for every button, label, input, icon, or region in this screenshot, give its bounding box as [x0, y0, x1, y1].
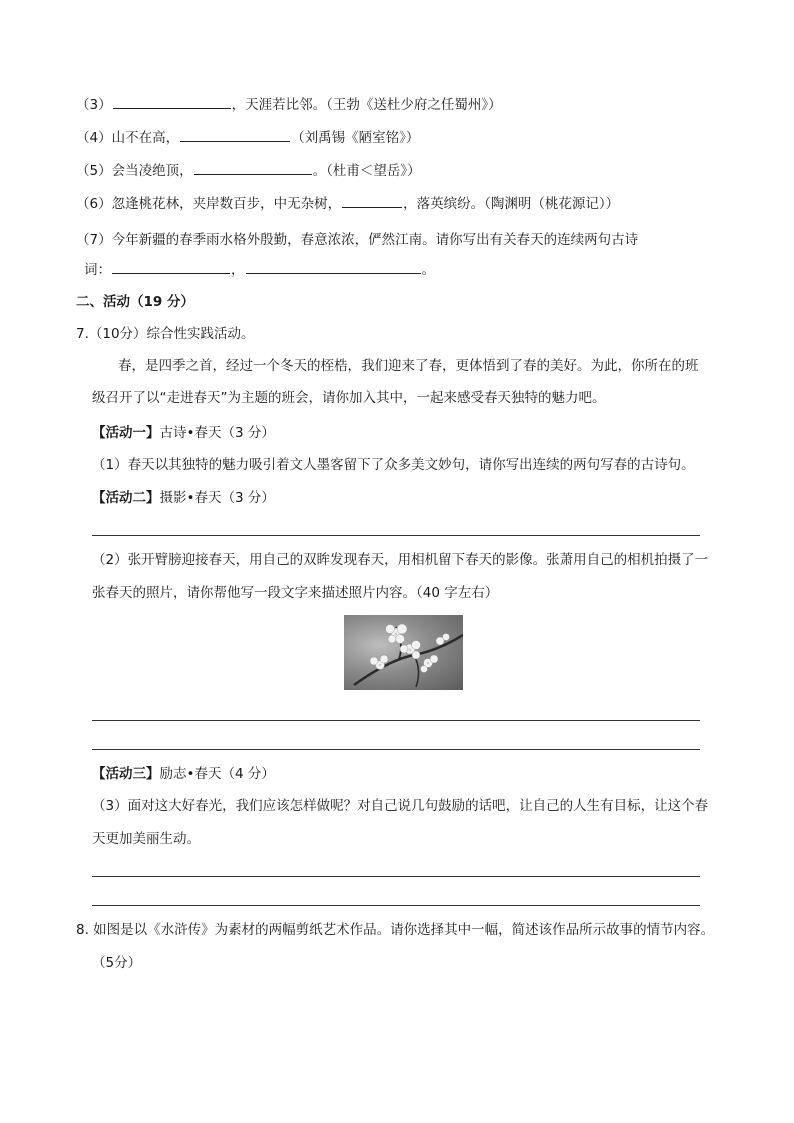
item-text: （4）山不在高，	[76, 130, 180, 146]
activity-title: 励志•春天（4 分）	[159, 766, 275, 782]
item-source: 。（杜甫＜望岳》）	[312, 163, 421, 179]
activity-1-heading	[92, 424, 275, 442]
item-source: ，落英缤纷。（陶渊明（桃花源记））	[403, 196, 620, 212]
activity-title: 摄影•春天（3 分）	[159, 490, 275, 506]
q7-title: 7.（10分）综合性实践活动。	[76, 326, 255, 342]
q8-line2: （5分）	[92, 955, 142, 971]
q8-line1: 8. 如图是以《水浒传》为素材的两幅剪纸艺术作品。请你选择其中一幅，简述该作品所示故事的情节内容。	[76, 922, 715, 938]
answer-blank[interactable]	[113, 96, 231, 109]
q6-item-4	[76, 129, 419, 147]
item-text: 词：	[84, 262, 111, 278]
q6-item-5	[76, 162, 421, 180]
task-3-line1: （3）面对这大好春光，我们应该怎样做呢？对自己说几句鼓励的话吧，让自己的人生有目标，让这个春	[92, 798, 709, 814]
answer-blank[interactable]	[180, 129, 290, 142]
answer-line[interactable]	[92, 749, 700, 750]
blossom-illustration	[344, 615, 463, 690]
item-text: （5）会当凌绝顶，	[76, 163, 193, 179]
activity-label: 【活动二】	[92, 490, 160, 506]
activity-title: 古诗•春天（3 分）	[159, 425, 275, 441]
activity-3-heading	[92, 765, 275, 783]
activity-label: 【活动一】	[92, 425, 160, 441]
activity-label: 【活动三】	[92, 766, 160, 782]
answer-line[interactable]	[92, 876, 700, 877]
q6-item-7-line2	[84, 261, 435, 279]
period: 。	[421, 262, 435, 278]
answer-line[interactable]	[92, 720, 700, 721]
item-text: （6）忽逢桃花林，夹岸数百步，中无杂树，	[76, 196, 342, 212]
activity-2-heading	[92, 489, 275, 507]
item-source: （刘禹锡《陋室铭》）	[291, 130, 420, 146]
answer-blank[interactable]	[342, 195, 402, 208]
q6-item-6	[76, 195, 619, 213]
comma: ，	[231, 262, 245, 278]
answer-blank[interactable]	[112, 261, 230, 274]
q7-intro-line1: 春，是四季之首，经过一个冬天的桎梏，我们迎来了春，更体悟到了春的美好。为此，你所在的班	[118, 358, 699, 374]
answer-blank[interactable]	[246, 261, 421, 274]
task-1: （1）春天以其独特的魅力吸引着文人墨客留下了众多美文妙句，请你写出连续的两句写春的古诗句。	[92, 457, 695, 473]
q6-item-3	[76, 96, 502, 114]
task-3-line2: 天更加美丽生动。	[92, 831, 200, 847]
section-heading: 二、活动（19 分）	[76, 294, 194, 310]
answer-line[interactable]	[92, 535, 700, 536]
task-2-line2: 张春天的照片，请你帮他写一段文字来描述照片内容。（40 字左右）	[92, 585, 499, 601]
spring-blossom-photo	[344, 615, 463, 690]
item-number: （3）	[76, 97, 112, 113]
task-2-line1: （2）张开臂膀迎接春天，用自己的双眸发现春天，用相机留下春天的影像。张萧用自己的相机拍摄了一	[92, 552, 709, 568]
answer-blank[interactable]	[194, 162, 312, 175]
item-text: ，天涯若比邻。（王勃《送杜少府之任蜀州》）	[231, 97, 502, 113]
q7-intro-line2: 级召开了以“走进春天”为主题的班会，请你加入其中，一起来感受春天独特的魅力吧。	[92, 390, 606, 406]
answer-line[interactable]	[92, 905, 700, 906]
q6-item-7-line1: （7）今年新疆的春季雨水格外殷勤，春意浓浓，俨然江南。请你写出有关春天的连续两句古诗	[76, 232, 639, 248]
